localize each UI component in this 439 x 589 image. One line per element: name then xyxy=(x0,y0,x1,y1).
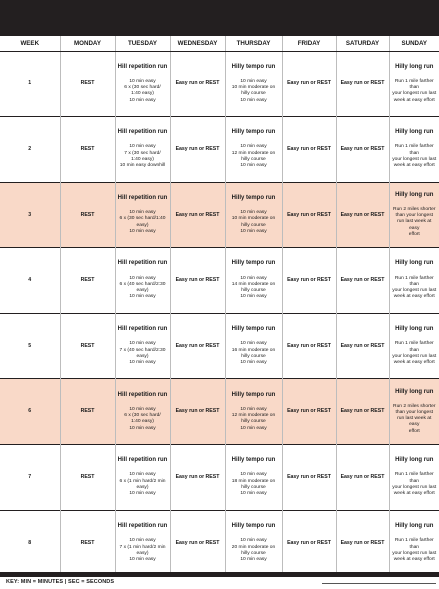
thursday-detail-line: 10 min easy xyxy=(240,144,267,150)
cell-tuesday xyxy=(115,313,170,379)
tuesday-detail-line: 10 min easy xyxy=(129,78,156,84)
thursday-detail-line: hilly course xyxy=(241,91,266,97)
cell-saturday: Easy run or REST xyxy=(336,445,389,511)
tuesday-details xyxy=(118,276,168,301)
cell-wednesday: Easy run or REST xyxy=(170,510,225,576)
sunday-detail-line: week at easy effort xyxy=(393,163,435,169)
tuesday-detail-line: 10 min easy xyxy=(129,294,156,300)
sunday-title: Hilly long run xyxy=(395,260,434,267)
thursday-title: Hilly tempo run xyxy=(231,194,276,201)
sunday-detail-line: your longest run last xyxy=(392,484,437,490)
week-number: 1 xyxy=(0,51,60,117)
tuesday-title: Hill repetition run xyxy=(117,194,168,201)
cell-sunday xyxy=(389,445,439,511)
cell-thursday xyxy=(225,313,282,379)
week-number: 3 xyxy=(0,182,60,248)
cell-tuesday xyxy=(115,248,170,314)
sunday-detail-line: run last week at easy xyxy=(397,219,432,231)
tuesday-details xyxy=(118,341,168,366)
tuesday-title: Hill repetition run xyxy=(117,129,168,136)
cell-thursday xyxy=(225,445,282,511)
tuesday-detail-line: 10 min easy xyxy=(129,275,156,281)
thursday-detail-line: 10 min easy xyxy=(240,360,267,366)
top-banner xyxy=(0,0,439,36)
cell-tuesday xyxy=(115,445,170,511)
cell-saturday: Easy run or REST xyxy=(336,510,389,576)
tuesday-detail-line: 7 x (40 sec hard/2:30 xyxy=(119,347,166,353)
tuesday-details xyxy=(118,210,168,235)
cell-friday: Easy run or REST xyxy=(282,379,336,445)
week-row xyxy=(0,248,439,314)
tuesday-detail-line: 7 x (1 min hard/2 min xyxy=(119,544,166,550)
sunday-detail-line: your longest run last xyxy=(392,91,437,97)
cell-thursday xyxy=(225,510,282,576)
header-saturday: SATURDAY xyxy=(336,36,389,51)
thursday-detail-line: 12 min moderate on xyxy=(231,413,276,419)
thursday-detail-line: 10 min easy xyxy=(240,210,267,216)
thursday-title: Hilly tempo run xyxy=(231,63,276,70)
sunday-detail-line: week at easy effort xyxy=(393,557,435,563)
cell-sunday xyxy=(389,51,439,117)
week-row xyxy=(0,445,439,511)
sunday-title: Hilly long run xyxy=(395,523,434,530)
thursday-detail-line: 10 min easy xyxy=(240,406,267,412)
tuesday-detail-line: 1:40 easy) xyxy=(131,91,154,97)
header-tuesday: TUESDAY xyxy=(115,36,170,51)
cell-friday: Easy run or REST xyxy=(282,248,336,314)
sunday-details xyxy=(392,276,438,301)
cell-monday: REST xyxy=(60,248,115,314)
cell-sunday xyxy=(389,117,439,183)
cell-thursday xyxy=(225,182,282,248)
tuesday-detail-line: 10 min easy xyxy=(129,228,156,234)
thursday-detail-line: 10 min easy xyxy=(240,472,267,478)
thursday-detail-line: 10 min easy xyxy=(240,491,267,497)
sunday-title: Hilly long run xyxy=(395,326,434,333)
sunday-details xyxy=(392,404,438,435)
header-row xyxy=(0,36,439,51)
sunday-detail-line: your longest run last xyxy=(392,550,437,556)
week-row xyxy=(0,182,439,248)
sunday-details xyxy=(392,341,438,366)
thursday-detail-line: hilly course xyxy=(241,288,266,294)
cell-monday: REST xyxy=(60,313,115,379)
sunday-title: Hilly long run xyxy=(395,63,434,70)
tuesday-detail-line: easy) xyxy=(136,353,149,359)
sunday-detail-line: effort xyxy=(408,428,420,434)
week-number: 5 xyxy=(0,313,60,379)
sunday-detail-line: your longest run last xyxy=(392,353,437,359)
tuesday-detail-line: 10 min easy xyxy=(129,557,156,563)
tuesday-title: Hill repetition run xyxy=(117,391,168,398)
thursday-detail-line: 10 min easy xyxy=(240,163,267,169)
cell-saturday: Easy run or REST xyxy=(336,117,389,183)
cell-thursday xyxy=(225,117,282,183)
cell-wednesday: Easy run or REST xyxy=(170,117,225,183)
thursday-detail-line: 14 min moderate on xyxy=(231,281,276,287)
thursday-detail-line: 10 min easy xyxy=(240,557,267,563)
sunday-detail-line: Run 1 mile farther than xyxy=(394,144,434,156)
thursday-detail-line: 10 min moderate on xyxy=(231,216,276,222)
cell-monday: REST xyxy=(60,379,115,445)
tuesday-detail-line: 6 x (30 sec hard/ xyxy=(124,413,161,419)
cell-saturday: Easy run or REST xyxy=(336,51,389,117)
week-number: 8 xyxy=(0,510,60,576)
tuesday-details xyxy=(118,407,168,432)
tuesday-detail-line: easy) xyxy=(136,550,149,556)
sunday-detail-line: your longest run last xyxy=(392,156,437,162)
cell-monday: REST xyxy=(60,117,115,183)
thursday-detail-line: 20 min moderate on xyxy=(231,544,276,550)
tuesday-details xyxy=(118,79,168,104)
cell-thursday xyxy=(225,51,282,117)
thursday-title: Hilly tempo run xyxy=(231,129,276,136)
tuesday-detail-line: 1:40 easy) xyxy=(131,156,154,162)
cell-monday: REST xyxy=(60,445,115,511)
cell-thursday xyxy=(225,248,282,314)
cell-friday: Easy run or REST xyxy=(282,510,336,576)
tuesday-detail-line: 6 x (30 sec hard/ xyxy=(124,85,161,91)
tuesday-details xyxy=(118,144,168,169)
tuesday-detail-line: easy) xyxy=(136,484,149,490)
thursday-detail-line: 10 min easy xyxy=(240,538,267,544)
cell-sunday xyxy=(389,313,439,379)
cell-tuesday xyxy=(115,379,170,445)
sunday-detail-line: than your longest xyxy=(395,409,434,415)
thursday-detail-line: hilly course xyxy=(241,550,266,556)
cell-saturday: Easy run or REST xyxy=(336,379,389,445)
cell-sunday xyxy=(389,379,439,445)
thursday-details xyxy=(228,79,280,104)
thursday-detail-line: hilly course xyxy=(241,353,266,359)
tuesday-detail-line: easy) xyxy=(136,222,149,228)
week-number: 4 xyxy=(0,248,60,314)
tuesday-detail-line: 10 min easy xyxy=(129,341,156,347)
tuesday-title: Hill repetition run xyxy=(117,523,168,530)
thursday-detail-line: 10 min easy xyxy=(240,425,267,431)
sunday-details xyxy=(392,472,438,497)
cell-sunday xyxy=(389,182,439,248)
tuesday-detail-line: 10 min easy xyxy=(129,491,156,497)
cell-tuesday xyxy=(115,117,170,183)
thursday-detail-line: 10 min easy xyxy=(240,97,267,103)
sunday-details xyxy=(392,79,438,104)
cell-sunday xyxy=(389,510,439,576)
sunday-detail-line: your longest run last xyxy=(392,288,437,294)
training-plan-table xyxy=(0,36,439,576)
thursday-detail-line: hilly course xyxy=(241,484,266,490)
cell-wednesday: Easy run or REST xyxy=(170,379,225,445)
cell-friday: Easy run or REST xyxy=(282,445,336,511)
tuesday-details xyxy=(118,538,168,563)
thursday-detail-line: 10 min easy xyxy=(240,341,267,347)
week-row xyxy=(0,313,439,379)
tuesday-detail-line: 10 min easy xyxy=(129,144,156,150)
cell-wednesday: Easy run or REST xyxy=(170,248,225,314)
sunday-detail-line: Run 2 miles shorter xyxy=(393,206,436,212)
tuesday-detail-line: easy) xyxy=(136,288,149,294)
tuesday-detail-line: 10 min easy xyxy=(129,210,156,216)
thursday-title: Hilly tempo run xyxy=(231,391,276,398)
week-row xyxy=(0,117,439,183)
thursday-details xyxy=(228,341,280,366)
cell-thursday xyxy=(225,379,282,445)
header-wednesday: WEDNESDAY xyxy=(170,36,225,51)
tuesday-detail-line: 6 x (1 min hard/2 min xyxy=(119,478,166,484)
sunday-title: Hilly long run xyxy=(395,457,434,464)
sunday-details xyxy=(392,144,438,169)
cell-saturday: Easy run or REST xyxy=(336,313,389,379)
week-row xyxy=(0,51,439,117)
sunday-detail-line: run last week at easy xyxy=(397,416,432,428)
sunday-detail-line: week at easy effort xyxy=(393,294,435,300)
tuesday-detail-line: 10 min easy xyxy=(129,406,156,412)
sunday-title: Hilly long run xyxy=(395,129,434,136)
tuesday-detail-line: 10 min easy xyxy=(129,360,156,366)
tuesday-detail-line: 1:40 easy) xyxy=(131,419,154,425)
sunday-detail-line: Run 1 mile farther than xyxy=(394,472,434,484)
tuesday-detail-line: 7 x (30 sec hard/ xyxy=(124,150,161,156)
sunday-detail-line: Run 1 mile farther than xyxy=(394,78,434,91)
abbreviation-key: KEY: MIN = MINUTES | SEC = SECONDS xyxy=(6,579,115,585)
cell-tuesday xyxy=(115,510,170,576)
thursday-detail-line: hilly course xyxy=(241,156,266,162)
thursday-details xyxy=(228,210,280,235)
week-row xyxy=(0,379,439,445)
cell-friday: Easy run or REST xyxy=(282,182,336,248)
sunday-detail-line: week at easy effort xyxy=(393,97,435,103)
sunday-detail-line: Run 1 mile farther than xyxy=(394,538,434,550)
tuesday-detail-line: 10 min easy xyxy=(129,97,156,103)
sunday-detail-line: effort xyxy=(408,231,420,237)
cell-wednesday: Easy run or REST xyxy=(170,51,225,117)
header-monday: MONDAY xyxy=(60,36,115,51)
thursday-detail-line: 10 min easy xyxy=(240,228,267,234)
tuesday-detail-line: 6 x (30 sec hard/1:40 xyxy=(119,216,166,222)
bottom-banner xyxy=(0,572,439,577)
thursday-details xyxy=(228,276,280,301)
sunday-detail-line: Run 2 miles shorter xyxy=(393,403,436,409)
tuesday-title: Hill repetition run xyxy=(117,457,168,464)
cell-friday: Easy run or REST xyxy=(282,117,336,183)
thursday-title: Hilly tempo run xyxy=(231,260,276,267)
cell-sunday xyxy=(389,248,439,314)
header-week: WEEK xyxy=(0,36,60,51)
tuesday-detail-line: 10 min easy xyxy=(129,538,156,544)
cell-monday: REST xyxy=(60,182,115,248)
tuesday-detail-line: 10 min easy xyxy=(129,425,156,431)
header-thursday: THURSDAY xyxy=(225,36,282,51)
thursday-detail-line: 10 min easy xyxy=(240,78,267,84)
cell-friday: Easy run or REST xyxy=(282,51,336,117)
sunday-detail-line: week at easy effort xyxy=(393,491,435,497)
thursday-detail-line: 10 min moderate on xyxy=(231,85,276,91)
cell-tuesday xyxy=(115,182,170,248)
header-friday: FRIDAY xyxy=(282,36,336,51)
tuesday-detail-line: 6 x (40 sec hard/2:30 xyxy=(119,281,166,287)
cell-friday: Easy run or REST xyxy=(282,313,336,379)
sunday-detail-line: Run 1 mile farther than xyxy=(394,341,434,353)
cell-wednesday: Easy run or REST xyxy=(170,445,225,511)
thursday-detail-line: 10 min easy xyxy=(240,294,267,300)
thursday-detail-line: hilly course xyxy=(241,419,266,425)
thursday-title: Hilly tempo run xyxy=(231,457,276,464)
sunday-details xyxy=(392,538,438,563)
thursday-detail-line: 12 min moderate on xyxy=(231,150,276,156)
sunday-title: Hilly long run xyxy=(395,191,434,198)
thursday-details xyxy=(228,144,280,169)
thursday-details xyxy=(228,538,280,563)
cell-monday: REST xyxy=(60,510,115,576)
tuesday-title: Hill repetition run xyxy=(117,63,168,70)
tuesday-detail-line: 10 min easy downhill xyxy=(119,163,166,169)
thursday-detail-line: 18 min moderate on xyxy=(231,478,276,484)
week-number: 2 xyxy=(0,117,60,183)
sunday-detail-line: Run 1 mile farther than xyxy=(394,275,434,287)
thursday-detail-line: 16 min moderate on xyxy=(231,347,276,353)
week-row xyxy=(0,510,439,576)
cell-saturday: Easy run or REST xyxy=(336,248,389,314)
footer-rule xyxy=(322,583,436,584)
thursday-title: Hilly tempo run xyxy=(231,326,276,333)
thursday-details xyxy=(228,407,280,432)
sunday-detail-line: week at easy effort xyxy=(393,360,435,366)
tuesday-details xyxy=(118,472,168,497)
tuesday-title: Hill repetition run xyxy=(117,326,168,333)
cell-tuesday xyxy=(115,51,170,117)
week-number: 7 xyxy=(0,445,60,511)
thursday-detail-line: 10 min easy xyxy=(240,275,267,281)
cell-saturday: Easy run or REST xyxy=(336,182,389,248)
tuesday-detail-line: 10 min easy xyxy=(129,472,156,478)
header-sunday: SUNDAY xyxy=(389,36,439,51)
week-number: 6 xyxy=(0,379,60,445)
sunday-details xyxy=(392,207,438,238)
thursday-detail-line: hilly course xyxy=(241,222,266,228)
sunday-detail-line: than your longest xyxy=(395,213,434,219)
sunday-title: Hilly long run xyxy=(395,388,434,395)
thursday-details xyxy=(228,472,280,497)
tuesday-title: Hill repetition run xyxy=(117,260,168,267)
cell-monday: REST xyxy=(60,51,115,117)
thursday-title: Hilly tempo run xyxy=(231,523,276,530)
cell-wednesday: Easy run or REST xyxy=(170,182,225,248)
cell-wednesday: Easy run or REST xyxy=(170,313,225,379)
